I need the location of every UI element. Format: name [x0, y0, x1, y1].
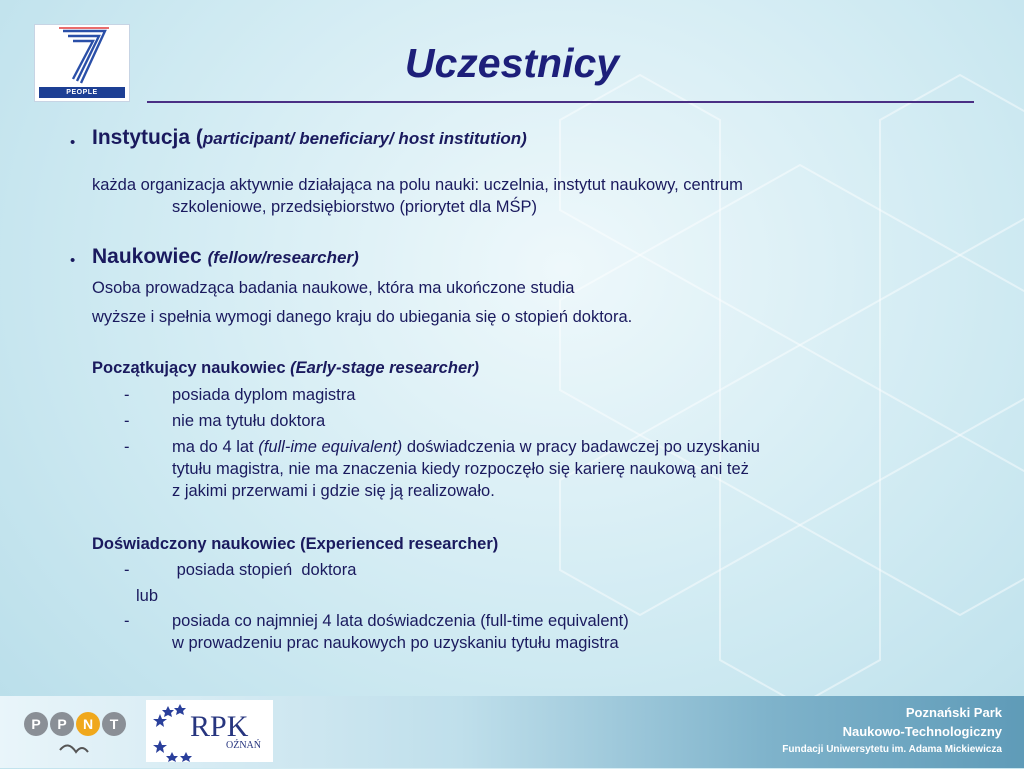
experienced-item-2-line1: posiada co najmniej 4 lata doświadczenia (full-time equivalent) [172, 612, 629, 630]
park-name-line1: Poznański Park [905, 705, 1002, 720]
list-dash: - [124, 412, 130, 430]
researcher-desc-line1: Osoba prowadząca badania naukowe, która ma ukończone studia [92, 279, 575, 297]
researcher-heading-pl: Naukowiec [92, 245, 202, 268]
list-dash: - [124, 438, 130, 456]
ppnt-signature-mark [60, 745, 88, 752]
early-stage-item-2: nie ma tytułu doktora [172, 412, 326, 430]
rpk-stars-icon [146, 700, 273, 762]
experienced-or: lub [136, 587, 159, 605]
bullet-marker: • [70, 252, 76, 269]
ppnt-logo [22, 706, 130, 764]
institution-heading-en-text: participant/ beneficiary/ host institution) [202, 129, 527, 148]
early-stage-item-3-line2: tytułu magistra, nie ma znaczenia kiedy rozpoczęło się karierę naukową ani też [172, 460, 749, 478]
item3-suffix: doświadczenia w pracy badawczej po uzyskaniu [406, 438, 760, 456]
title-divider [147, 101, 974, 103]
early-stage-item-3-line3: z jakimi przerwami i gdzie się ją realizowało. [172, 482, 495, 500]
rpk-city: OŹNAŃ [226, 740, 261, 751]
experienced-item-2-line2: w prowadzeniu prac naukowych po uzyskaniu tytułu magistra [172, 634, 619, 652]
early-stage-heading-pl: Początkujący naukowiec [92, 359, 286, 377]
early-stage-item-3-line1 [172, 437, 760, 457]
slide-title: Uczestnicy [404, 40, 620, 86]
experienced-heading: Doświadczony naukowiec (Experienced researcher) [92, 535, 499, 553]
early-stage-heading [92, 358, 479, 378]
institution-heading [92, 126, 527, 151]
park-name-line3: Fundacji Uniwersytetu im. Adama Mickiewicza [782, 744, 1002, 755]
list-dash: - [124, 386, 130, 404]
institution-heading-pl: Instytucja [92, 126, 191, 149]
ppnt-letter-4: T [109, 716, 119, 732]
list-dash: - [124, 561, 130, 579]
ppnt-circles-icon [22, 706, 130, 764]
park-name-line2: Naukowo-Technologiczny [842, 724, 1002, 739]
experienced-item-1: posiada stopień doktora [172, 561, 357, 579]
rpk-wordmark: RPK [190, 710, 249, 743]
ppnt-letter-2: P [57, 716, 67, 732]
institution-desc-line1: każda organizacja aktywnie działająca na polu nauki: uczelnia, instytut naukowy, centrum [92, 176, 743, 194]
early-stage-heading-en: (Early-stage researcher) [290, 359, 480, 377]
early-stage-item-1: posiada dyplom magistra [172, 386, 356, 404]
institution-heading-en [196, 126, 527, 149]
paren-open: ( [195, 126, 203, 149]
researcher-heading-en: (fellow/researcher) [207, 248, 359, 267]
researcher-heading [92, 245, 359, 270]
ppnt-letter-3: N [82, 716, 94, 732]
institution-desc-line2: szkoleniowe, przedsiębiorstwo (priorytet dla MŚP) [172, 198, 537, 216]
ppnt-letter-1: P [31, 716, 41, 732]
bullet-marker: • [70, 134, 76, 151]
logo-people-label: PEOPLE [39, 87, 125, 98]
item3-prefix: ma do 4 lat [172, 438, 254, 456]
researcher-desc-line2: wyższe i spełnia wymogi danego kraju do ubiegania się o stopień doktora. [92, 308, 633, 326]
item3-italic: (full-ime equivalent) [258, 438, 403, 456]
list-dash: - [124, 612, 130, 630]
rpk-logo [146, 700, 273, 762]
